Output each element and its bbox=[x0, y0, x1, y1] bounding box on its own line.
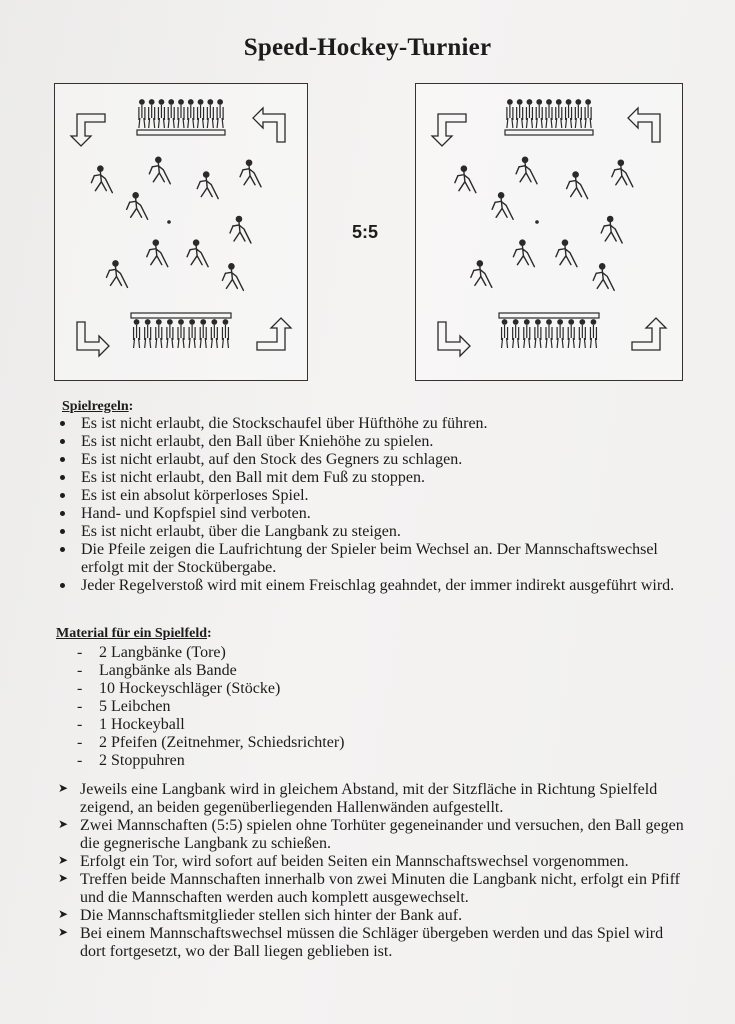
hockey-player-icon bbox=[187, 240, 208, 267]
hockey-player-icon bbox=[471, 261, 492, 288]
hockey-player-icon bbox=[197, 172, 218, 199]
hockey-player-icon bbox=[513, 240, 534, 267]
rules-heading: Spielregeln: bbox=[62, 399, 134, 414]
material-item: - 2 Pfeifen (Zeitnehmer, Schiedsrichter) bbox=[75, 734, 344, 752]
corner-arrow-icon bbox=[253, 108, 285, 142]
hockey-player-icon bbox=[222, 264, 243, 291]
rule-item: Jeder Regelverstoß wird mit einem Freischlag geahndet, der immer indirekt ausgeführt wird. bbox=[58, 577, 698, 595]
rule-item: Die Pfeile zeigen die Laufrichtung der Spieler beim Wechsel an. Der Mannschaftswechsel erfolgt mit der Stockübergabe. bbox=[58, 541, 698, 577]
procedure-item: ➤ Treffen beide Mannschaften innerhalb von zwei Minuten die Langbank nicht, erfolgt ein Pfiff und die Mannschaften werden auch komplett ausgewechselt. bbox=[58, 871, 680, 906]
material-item: - Langbänke als Bande bbox=[75, 662, 344, 680]
material-list bbox=[75, 644, 344, 770]
material-heading: Material für ein Spielfeld: bbox=[56, 626, 212, 641]
field-drawing-right bbox=[416, 84, 682, 380]
arrowhead-bullet-icon: ➤ bbox=[58, 907, 69, 921]
material-item: - 5 Leibchen bbox=[75, 698, 344, 716]
rule-item: Es ist nicht erlaubt, den Ball über Kniehöhe zu spielen. bbox=[58, 433, 698, 451]
hockey-player-icon bbox=[455, 166, 476, 193]
corner-arrow-icon bbox=[628, 108, 660, 142]
arrowhead-bullet-icon: ➤ bbox=[58, 781, 69, 795]
rules-list bbox=[58, 415, 698, 595]
hockey-player-icon bbox=[593, 264, 614, 291]
material-item: - 2 Stoppuhren bbox=[75, 752, 344, 770]
rule-item: Es ist nicht erlaubt, den Ball mit dem Fuß zu stoppen. bbox=[58, 469, 698, 487]
material-item: - 2 Langbänke (Tore) bbox=[75, 644, 344, 662]
hockey-ball-icon bbox=[167, 220, 171, 224]
hockey-player-icon bbox=[612, 160, 633, 187]
rule-item: Es ist nicht erlaubt, über die Langbank zu steigen. bbox=[58, 523, 698, 541]
arrowhead-bullet-icon: ➤ bbox=[58, 925, 69, 939]
hockey-player-icon bbox=[149, 157, 170, 184]
bench-icon bbox=[131, 313, 231, 348]
procedure-item: ➤ Zwei Mannschaften (5:5) spielen ohne Torhüter gegeneinander und versuchen, den Ball gegen die gegnerische Langbank zu schießen. bbox=[58, 817, 684, 852]
corner-arrow-icon bbox=[432, 114, 466, 146]
material-item: - 10 Hockeyschläger (Stöcke) bbox=[75, 680, 344, 698]
hockey-player-icon bbox=[516, 157, 537, 184]
corner-arrow-icon bbox=[438, 322, 470, 356]
rule-item: Hand- und Kopfspiel sind verboten. bbox=[58, 505, 698, 523]
hockey-player-icon bbox=[556, 240, 577, 267]
bench-icon bbox=[505, 100, 593, 135]
field-diagram-right bbox=[415, 83, 683, 381]
procedure-list bbox=[58, 781, 688, 961]
procedure-item: ➤ Die Mannschaftsmitglieder stellen sich hinter der Bank auf. bbox=[58, 907, 463, 924]
bench-icon bbox=[499, 313, 599, 348]
hockey-player-icon bbox=[127, 193, 148, 220]
field-drawing-left bbox=[55, 84, 307, 380]
rule-item: Es ist ein absolut körperloses Spiel. bbox=[58, 487, 698, 505]
field-diagram-left bbox=[54, 83, 308, 381]
corner-arrow-icon bbox=[77, 322, 109, 356]
arrowhead-bullet-icon: ➤ bbox=[58, 871, 69, 885]
procedure-item: ➤ Erfolgt ein Tor, wird sofort auf beiden Seiten ein Mannschaftswechsel vorgenommen. bbox=[58, 853, 629, 870]
arrowhead-bullet-icon: ➤ bbox=[58, 853, 69, 867]
rule-item: Es ist nicht erlaubt, auf den Stock des Gegners zu schlagen. bbox=[58, 451, 698, 469]
corner-arrow-icon bbox=[632, 318, 666, 350]
hockey-player-icon bbox=[567, 172, 588, 199]
page-title: Speed-Hockey-Turnier bbox=[243, 34, 492, 61]
hockey-player-icon bbox=[147, 240, 168, 267]
procedure-item: ➤ Jeweils eine Langbank wird in gleichem Abstand, mit der Sitzfläche in Richtung Spielfeld zeigend, an beiden gegenüberliegenden Hallenwänden aufgestellt. bbox=[58, 781, 658, 816]
arrowhead-bullet-icon: ➤ bbox=[58, 817, 69, 831]
hockey-player-icon bbox=[601, 216, 622, 243]
hockey-player-icon bbox=[240, 160, 261, 187]
hockey-player-icon bbox=[106, 261, 127, 288]
bench-icon bbox=[137, 100, 225, 135]
hockey-player-icon bbox=[230, 216, 251, 243]
corner-arrow-icon bbox=[257, 318, 291, 350]
rule-item: Es ist nicht erlaubt, die Stockschaufel über Hüfthöhe zu führen. bbox=[58, 415, 698, 433]
hockey-ball-icon bbox=[535, 220, 539, 224]
procedure-item: ➤ Bei einem Mannschaftswechsel müssen die Schläger übergeben werden und das Spiel wird dort fortgesetzt, wo der Ball liegen geblieben ist. bbox=[58, 925, 664, 960]
hockey-player-icon bbox=[492, 193, 513, 220]
hockey-player-icon bbox=[91, 166, 112, 193]
score-label: 5:5 bbox=[351, 222, 378, 242]
material-item: - 1 Hockeyball bbox=[75, 716, 344, 734]
corner-arrow-icon bbox=[71, 114, 105, 146]
